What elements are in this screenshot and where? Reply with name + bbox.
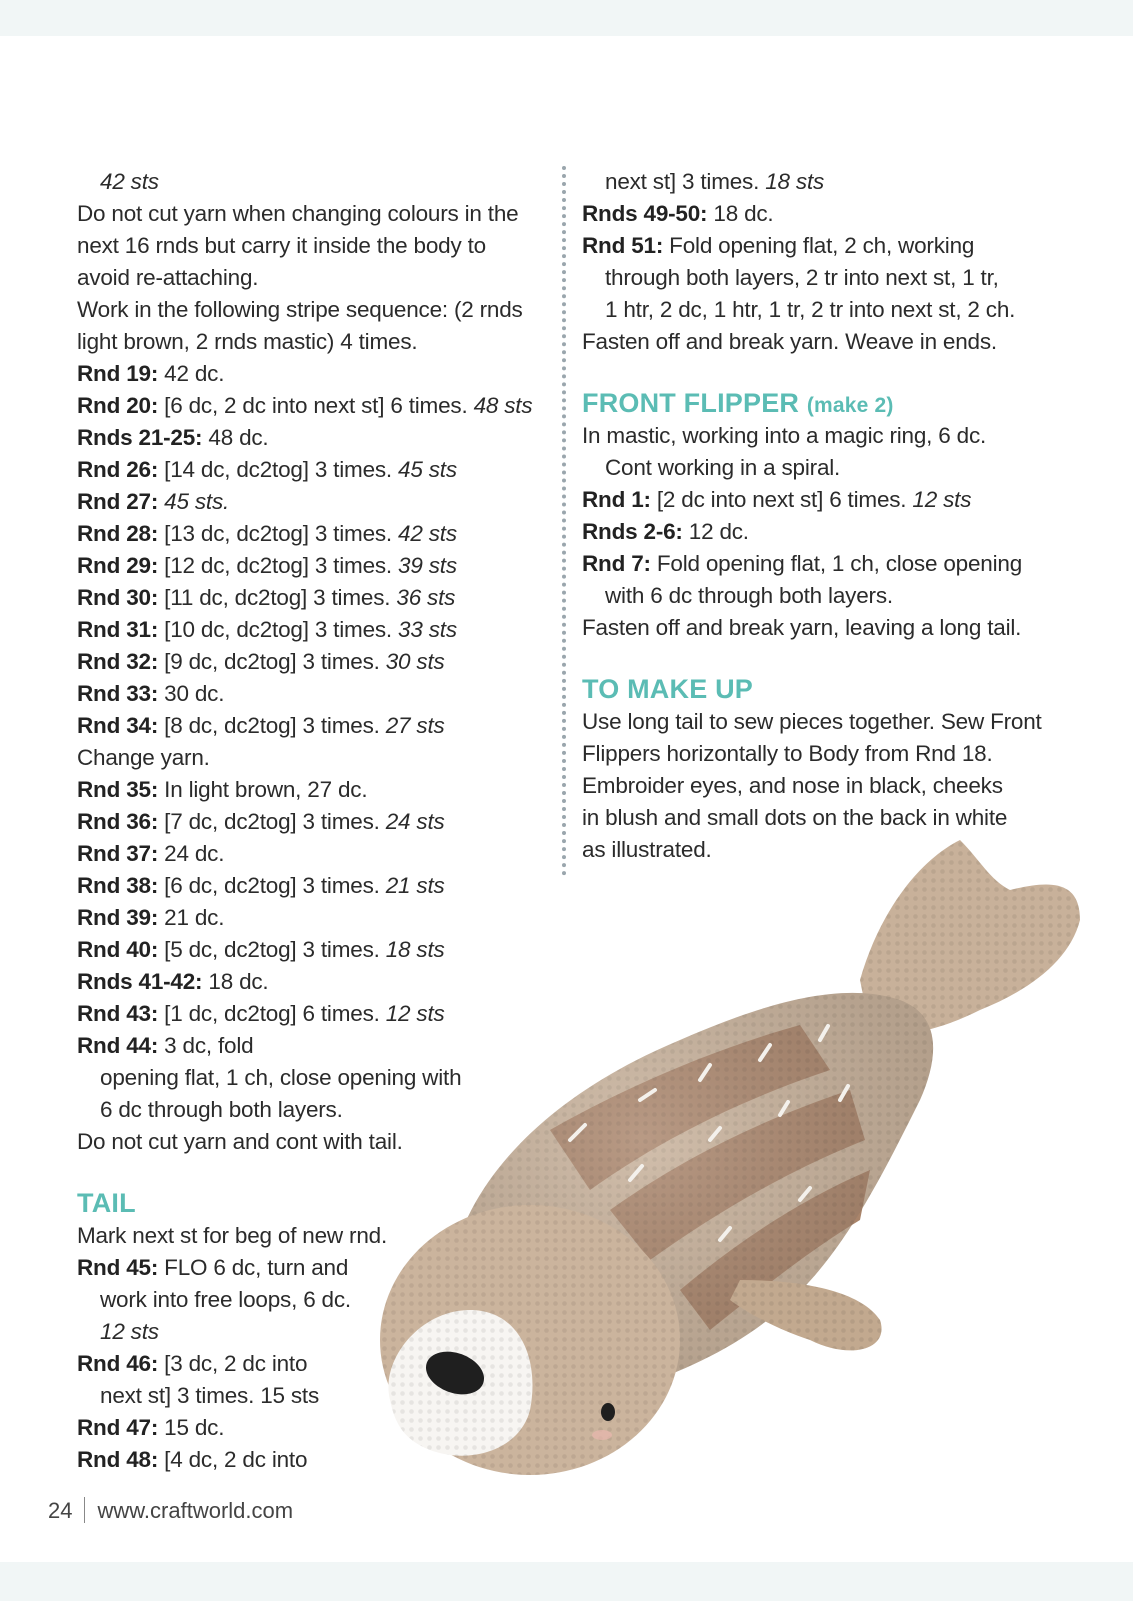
- heading-subtext: (make 2): [806, 394, 894, 417]
- instruction-line: [77, 646, 547, 678]
- instruction-line: [77, 774, 547, 806]
- instruction-text: [5 dc, dc2tog] 3 times.: [158, 937, 386, 962]
- instruction-text: avoid re-attaching.: [77, 265, 259, 290]
- instruction-line: [77, 742, 547, 774]
- right-column: [582, 166, 1052, 866]
- stitch-count: 21 sts: [385, 873, 445, 898]
- stitch-count: 12 sts: [100, 1319, 159, 1344]
- instruction-line: [582, 294, 1052, 326]
- instruction-line: [77, 486, 547, 518]
- instruction-line: [77, 358, 547, 390]
- instruction-line: [582, 166, 1052, 198]
- instruction-text: Cont working in a spiral.: [605, 455, 841, 480]
- instruction-text: Embroider eyes, and nose in black, cheeks: [582, 773, 1003, 798]
- round-label: Rnd 48:: [77, 1447, 159, 1472]
- instruction-line: [77, 262, 547, 294]
- bottom-band: [0, 1562, 1133, 1601]
- instruction-line: [582, 580, 1052, 612]
- instruction-text: 21 dc.: [158, 905, 225, 930]
- instruction-line: [77, 166, 547, 198]
- instruction-line: [77, 614, 547, 646]
- round-label: Rnd 45:: [77, 1255, 159, 1280]
- round-label: Rnd 36:: [77, 809, 159, 834]
- instruction-text: [11 dc, dc2tog] 3 times.: [158, 585, 397, 610]
- instruction-text: 3 dc, fold: [158, 1033, 254, 1058]
- instruction-line: [582, 516, 1052, 548]
- crochet-seal-photo: [380, 840, 1110, 1560]
- instruction-line: [77, 422, 547, 454]
- instruction-line: [77, 550, 547, 582]
- round-label: Rnd 20:: [77, 393, 159, 418]
- page-footer: [48, 1497, 293, 1524]
- instruction-text: 30 dc.: [158, 681, 225, 706]
- instruction-line: [582, 452, 1052, 484]
- instruction-text: In light brown, 27 dc.: [158, 777, 368, 802]
- round-label: Rnd 34:: [77, 713, 159, 738]
- footer-separator: [84, 1497, 85, 1523]
- instruction-line: [77, 582, 547, 614]
- stitch-count: 12 sts: [385, 1001, 445, 1026]
- stitch-count: 33 sts: [398, 617, 457, 642]
- instruction-text: Fasten off and break yarn. Weave in ends.: [582, 329, 997, 354]
- stitch-count: 12 sts: [912, 487, 972, 512]
- instruction-line: [77, 326, 547, 358]
- stitch-count: 36 sts: [396, 585, 456, 610]
- round-label: Rnd 1:: [582, 487, 651, 512]
- instruction-line: [77, 454, 547, 486]
- round-label: Rnd 51:: [582, 233, 664, 258]
- stitch-count: 18 sts: [385, 937, 445, 962]
- round-label: Rnd 7:: [582, 551, 651, 576]
- instruction-text: with 6 dc through both layers.: [605, 583, 893, 608]
- round-label: Rnd 39:: [77, 905, 159, 930]
- website-link[interactable]: www.craftworld.com: [97, 1498, 294, 1523]
- instruction-text: 1 htr, 2 dc, 1 htr, 1 tr, 2 tr into next st, 2 ch.: [605, 297, 1016, 322]
- instruction-text: Work in the following stripe sequence: (2 rnds: [77, 297, 523, 322]
- instruction-line: [582, 198, 1052, 230]
- instruction-line: [582, 548, 1052, 580]
- instruction-text: [6 dc, 2 dc into next st] 6 times.: [158, 393, 474, 418]
- instruction-text: [7 dc, dc2tog] 3 times.: [158, 809, 386, 834]
- round-label: Rnd 46:: [77, 1351, 159, 1376]
- round-label: Rnd 43:: [77, 1001, 159, 1026]
- section-gap: [582, 358, 1052, 386]
- stitch-count: 42 sts: [100, 169, 159, 194]
- instruction-line: [77, 198, 547, 230]
- round-label: Rnd 44:: [77, 1033, 159, 1058]
- round-label: Rnd 47:: [77, 1415, 159, 1440]
- round-label: Rnd 37:: [77, 841, 159, 866]
- instruction-text: [2 dc into next st] 6 times.: [650, 487, 913, 512]
- instruction-text: next st] 3 times. 15 sts: [100, 1383, 320, 1408]
- round-label: Rnd 33:: [77, 681, 159, 706]
- instruction-text: [8 dc, dc2tog] 3 times.: [158, 713, 386, 738]
- stitch-count: 45 sts.: [164, 489, 230, 514]
- instruction-text: [6 dc, dc2tog] 3 times.: [158, 873, 386, 898]
- instruction-line: [582, 262, 1052, 294]
- instruction-line: [582, 326, 1052, 358]
- instruction-text: Flippers horizontally to Body from Rnd 18.: [582, 741, 993, 766]
- instruction-text: 12 dc.: [682, 519, 749, 544]
- round-label: Rnds 2-6:: [582, 519, 683, 544]
- instruction-text: through both layers, 2 tr into next st, 1 tr,: [605, 265, 999, 290]
- instruction-text: work into free loops, 6 dc.: [100, 1287, 351, 1312]
- round-label: Rnd 32:: [77, 649, 159, 674]
- round-label: Rnd 28:: [77, 521, 159, 546]
- instruction-text: Fasten off and break yarn, leaving a long tail.: [582, 615, 1022, 640]
- instruction-text: 18 dc.: [707, 201, 774, 226]
- instruction-text: 48 dc.: [202, 425, 269, 450]
- top-band: [0, 0, 1133, 36]
- instruction-text: 15 dc.: [158, 1415, 225, 1440]
- instruction-text: [3 dc, 2 dc into: [158, 1351, 308, 1376]
- instruction-text: Fold opening flat, 2 ch, working: [663, 233, 975, 258]
- instruction-line: [582, 738, 1052, 770]
- instruction-line: [77, 518, 547, 550]
- instruction-text: 42 dc.: [158, 361, 225, 386]
- instruction-text: Do not cut yarn when changing colours in the: [77, 201, 519, 226]
- heading-text: FRONT FLIPPER: [582, 388, 807, 418]
- stitch-count: 45 sts: [398, 457, 457, 482]
- section-gap: [582, 644, 1052, 672]
- round-label: Rnd 27:: [77, 489, 159, 514]
- instruction-text: next st] 3 times.: [605, 169, 766, 194]
- stitch-count: 27 sts: [385, 713, 445, 738]
- round-label: Rnd 29:: [77, 553, 159, 578]
- instruction-text: [14 dc, dc2tog] 3 times.: [158, 457, 399, 482]
- instruction-text: 24 dc.: [158, 841, 225, 866]
- instruction-text: opening flat, 1 ch, close opening with: [100, 1065, 462, 1090]
- round-label: Rnd 35:: [77, 777, 159, 802]
- instruction-text: Change yarn.: [77, 745, 210, 770]
- instruction-line: [77, 710, 547, 742]
- instruction-text: [10 dc, dc2tog] 3 times.: [158, 617, 399, 642]
- instruction-text: [1 dc, dc2tog] 6 times.: [158, 1001, 386, 1026]
- stitch-count: 18 sts: [765, 169, 825, 194]
- instruction-text: Mark next st for beg of new rnd.: [77, 1223, 387, 1248]
- instruction-text: next 16 rnds but carry it inside the body to: [77, 233, 486, 258]
- heading-text: TAIL: [77, 1188, 136, 1218]
- instruction-line: [77, 390, 547, 422]
- instruction-text: Use long tail to sew pieces together. Sew Front: [582, 709, 1042, 734]
- instruction-text: [4 dc, 2 dc into: [158, 1447, 308, 1472]
- page-number: 24: [48, 1498, 73, 1523]
- instruction-text: FLO 6 dc, turn and: [158, 1255, 349, 1280]
- instruction-line: [582, 706, 1052, 738]
- instruction-line: [77, 678, 547, 710]
- stitch-count: 42 sts: [398, 521, 457, 546]
- round-label: Rnd 40:: [77, 937, 159, 962]
- instruction-text: Fold opening flat, 1 ch, close opening: [650, 551, 1023, 576]
- instruction-text: as illustrated.: [582, 837, 712, 862]
- instruction-text: in blush and small dots on the back in white: [582, 805, 1008, 830]
- round-label: Rnds 41-42:: [77, 969, 203, 994]
- section-heading: [582, 672, 1052, 706]
- round-label: Rnd 26:: [77, 457, 159, 482]
- instruction-text: 18 dc.: [202, 969, 269, 994]
- instruction-line: [77, 294, 547, 326]
- round-label: Rnd 30:: [77, 585, 159, 610]
- stitch-count: 48 sts: [473, 393, 533, 418]
- instruction-text: [13 dc, dc2tog] 3 times.: [158, 521, 399, 546]
- stitch-count: 30 sts: [385, 649, 445, 674]
- column-divider: [562, 166, 566, 876]
- instruction-text: 6 dc through both layers.: [100, 1097, 343, 1122]
- instruction-line: [582, 484, 1052, 516]
- round-label: Rnd 31:: [77, 617, 159, 642]
- section-heading: [582, 386, 1052, 420]
- round-label: Rnds 49-50:: [582, 201, 708, 226]
- stitch-count: 24 sts: [385, 809, 445, 834]
- stitch-count: 39 sts: [398, 553, 457, 578]
- instruction-text: light brown, 2 rnds mastic) 4 times.: [77, 329, 418, 354]
- instruction-text: [12 dc, dc2tog] 3 times.: [158, 553, 399, 578]
- instruction-line: [77, 230, 547, 262]
- instruction-line: [582, 230, 1052, 262]
- heading-text: TO MAKE UP: [582, 674, 754, 704]
- round-label: Rnds 21-25:: [77, 425, 203, 450]
- round-label: Rnd 19:: [77, 361, 159, 386]
- instruction-line: [582, 420, 1052, 452]
- instruction-line: [582, 770, 1052, 802]
- instruction-text: In mastic, working into a magic ring, 6 dc.: [582, 423, 987, 448]
- round-label: Rnd 38:: [77, 873, 159, 898]
- instruction-line: [582, 802, 1052, 834]
- instruction-line: [77, 806, 547, 838]
- instruction-text: [9 dc, dc2tog] 3 times.: [158, 649, 386, 674]
- instruction-text: Do not cut yarn and cont with tail.: [77, 1129, 403, 1154]
- instruction-line: [582, 612, 1052, 644]
